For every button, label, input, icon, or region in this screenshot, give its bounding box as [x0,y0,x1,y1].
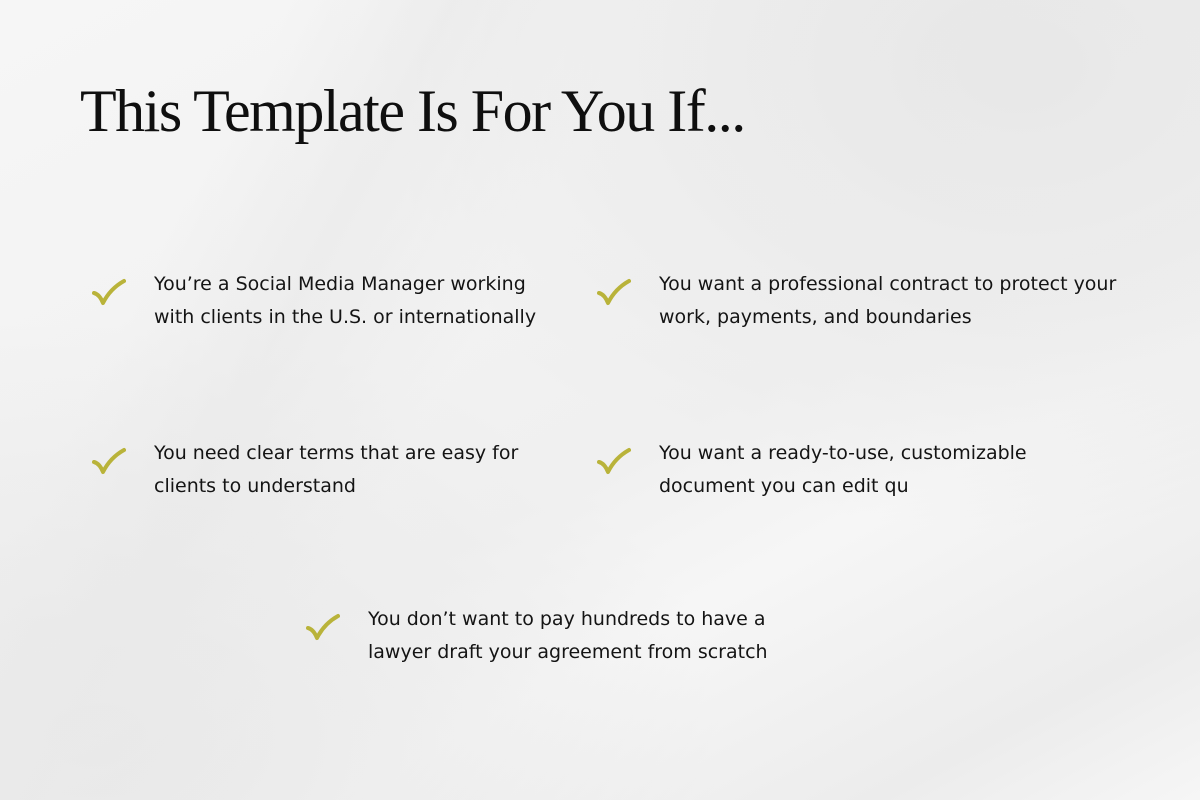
checklist-item-text: You want a ready-to-use, customizable document you can edit qu [659,442,1027,497]
checkmark-icon [92,447,126,477]
checklist-item-text: You want a professional contract to protect your work, payments, and boundaries [659,273,1117,328]
checklist-item [597,268,1157,334]
checklist-item [92,437,562,503]
page-title: This Template Is For You If... [80,78,745,144]
checkmark-icon [306,613,340,643]
checklist-item-text: You’re a Social Media Manager working with clients in the U.S. or internationally [154,273,537,328]
checkmark-icon [92,278,126,308]
checkmark-icon [597,278,631,308]
checkmark-icon [597,447,631,477]
checklist-item [597,437,1157,503]
checklist-item [306,603,806,669]
checklist-item [92,268,562,334]
checklist-item-text: You need clear terms that are easy for clients to understand [154,442,519,497]
checklist-item-text: You don’t want to pay hundreds to have a lawyer draft your agreement from scratch [368,608,768,663]
